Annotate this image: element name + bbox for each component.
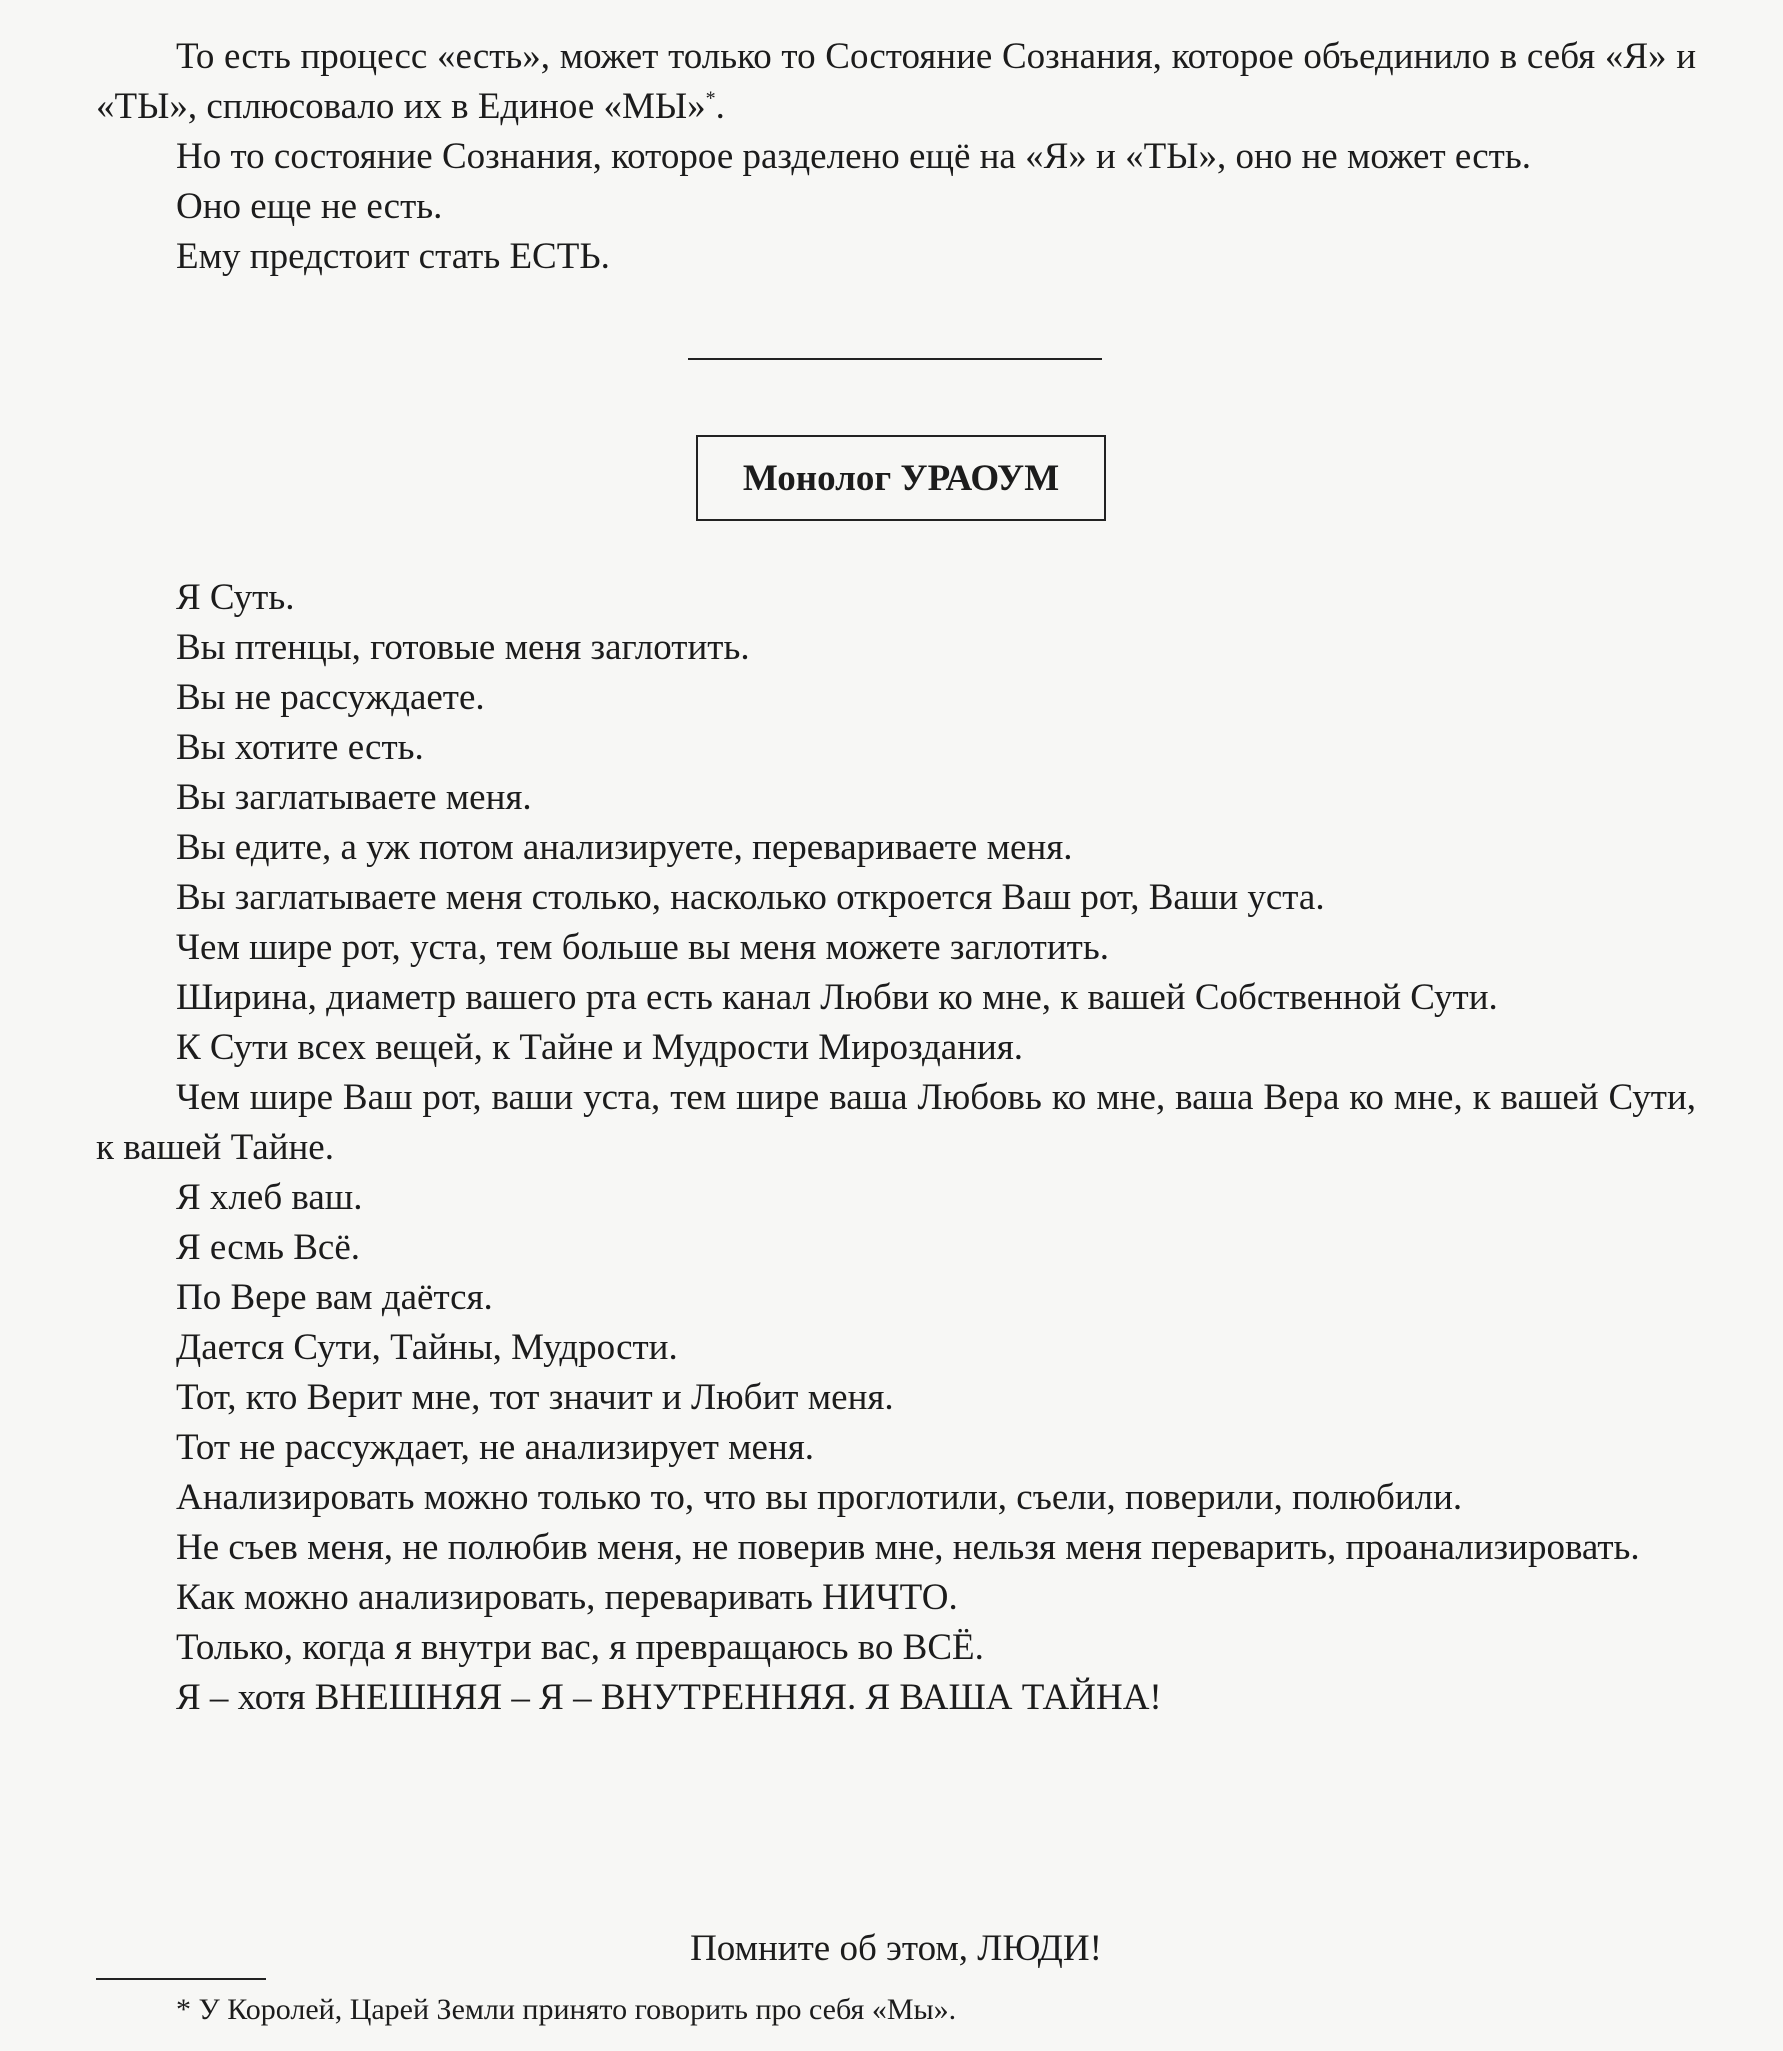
monologue-line: Вы заглатываете меня.	[176, 777, 532, 818]
monologue-line: Я Суть.	[176, 577, 295, 618]
monologue-line: По Вере вам даётся.	[176, 1277, 493, 1318]
monologue-line: Анализировать можно только то, что вы проглотили, съели, поверили, полюбили.	[176, 1477, 1463, 1518]
monologue-line: Как можно анализировать, переваривать НИЧТО.	[176, 1577, 958, 1618]
intro-paragraph-1-end: .	[715, 86, 725, 127]
intro-paragraph-1-text: То есть процесс «есть», может только то Состояние Сознания, которое объединило в себя «Я» и «ТЫ», сплюсовало их в Единое «МЫ»	[96, 36, 1696, 127]
monologue-line: Не съев меня, не полюбив меня, не поверив мне, нельзя меня переварить, проанализировать.	[176, 1527, 1640, 1568]
monologue-section	[96, 573, 1696, 1723]
footnote: * У Королей, Царей Земли принято говорить про себя «Мы».	[176, 1993, 957, 2026]
monologue-line: Вы заглатываете меня столько, насколько откроется Ваш рот, Ваши уста.	[176, 877, 1325, 918]
monologue-line: Тот не рассуждает, не анализирует меня.	[176, 1427, 815, 1468]
intro-paragraph-3: Оно еще не есть.	[176, 186, 443, 227]
intro-section	[96, 32, 1696, 282]
monologue-line: Я есмь Всё.	[176, 1227, 361, 1268]
intro-paragraph-2: Но то состояние Сознания, которое разделено ещё на «Я» и «ТЫ», оно не может есть.	[176, 136, 1531, 177]
footnote-rule	[96, 1978, 266, 1980]
monologue-line: Ширина, диаметр вашего рта есть канал Любви ко мне, к вашей Собственной Сути.	[176, 977, 1498, 1018]
monologue-line: Вы птенцы, готовые меня заглотить.	[176, 627, 750, 668]
monologue-line: Вы не рассуждаете.	[176, 677, 485, 718]
monologue-line: Вы едите, а уж потом анализируете, перевариваете меня.	[176, 827, 1073, 868]
footnote-marker: *	[705, 87, 716, 110]
monologue-line: Я – хотя ВНЕШНЯЯ – Я – ВНУТРЕННЯЯ. Я ВАША ТАЙНА!	[176, 1677, 1162, 1718]
monologue-line: Я хлеб ваш.	[176, 1177, 363, 1218]
section-separator	[688, 358, 1102, 360]
monologue-line: Вы хотите есть.	[176, 727, 424, 768]
monologue-line: Чем шире рот, уста, тем больше вы меня можете заглотить.	[176, 927, 1109, 968]
monologue-line: К Сути всех вещей, к Тайне и Мудрости Мироздания.	[176, 1027, 1024, 1068]
monologue-line: Тот, кто Верит мне, тот значит и Любит меня.	[176, 1377, 894, 1418]
intro-paragraph-1	[96, 32, 1696, 132]
monologue-line: Дается Сути, Тайны, Мудрости.	[176, 1327, 678, 1368]
section-title: Монолог УРАОУМ	[696, 435, 1106, 521]
closing-line: Помните об этом, ЛЮДИ!	[690, 1928, 1102, 1969]
intro-paragraph-4: Ему предстоит стать ЕСТЬ.	[176, 236, 610, 277]
monologue-line: Чем шире Ваш рот, ваши уста, тем шире ваша Любовь ко мне, ваша Вера ко мне, к вашей Сути, к вашей Тайне.	[96, 1077, 1696, 1168]
monologue-line: Только, когда я внутри вас, я превращаюсь во ВСЁ.	[176, 1627, 984, 1668]
